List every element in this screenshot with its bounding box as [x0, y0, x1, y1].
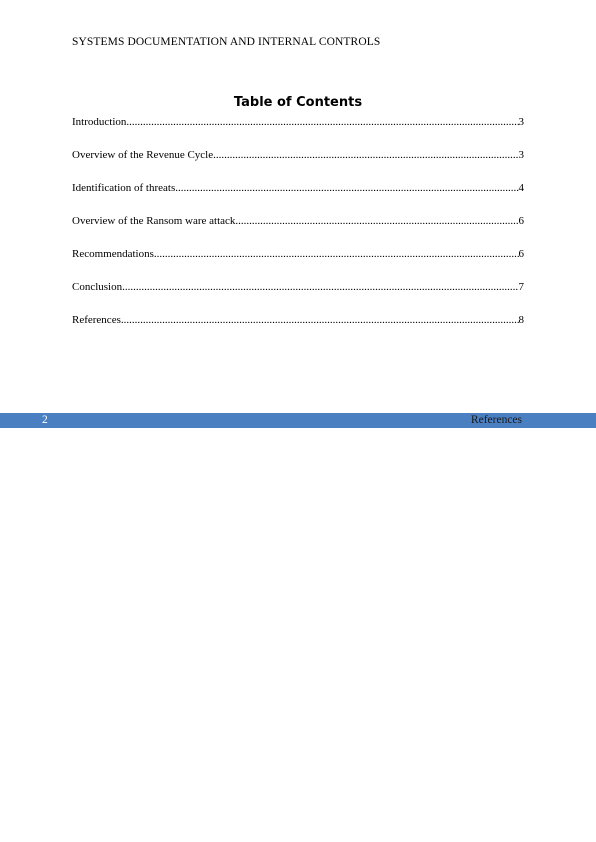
toc-entry-label: References	[72, 314, 121, 326]
toc-entry-label: Overview of the Revenue Cycle	[72, 149, 214, 161]
toc-entry-label: Introduction	[72, 116, 127, 128]
toc-dot-leader	[154, 247, 519, 261]
table-of-contents	[72, 115, 524, 346]
toc-entry-ransomware[interactable]	[72, 214, 524, 247]
footer-bar	[0, 413, 596, 428]
page-number: 2	[42, 414, 48, 426]
toc-entry-page: 4	[518, 182, 524, 194]
toc-entry-label: Conclusion	[72, 281, 123, 293]
toc-dot-leader	[213, 148, 518, 162]
toc-dot-leader	[121, 313, 519, 327]
toc-dot-leader	[126, 115, 518, 129]
footer-section-label: References	[470, 414, 522, 426]
toc-title: Table of Contents	[233, 95, 363, 110]
toc-entry-conclusion[interactable]	[72, 280, 524, 313]
toc-dot-leader	[235, 214, 518, 228]
toc-entry-page: 3	[518, 116, 524, 128]
toc-entry-label: Recommendations	[72, 248, 154, 260]
toc-entry-label: Identification of threats	[72, 182, 176, 194]
toc-entry-threats[interactable]	[72, 181, 524, 214]
toc-entry-page: 6	[518, 248, 524, 260]
running-header: SYSTEMS DOCUMENTATION AND INTERNAL CONTROLS	[72, 36, 381, 48]
toc-entry-page: 8	[518, 314, 524, 326]
toc-entry-revenue-cycle[interactable]	[72, 148, 524, 181]
toc-entry-recommendations[interactable]	[72, 247, 524, 280]
toc-entry-references[interactable]	[72, 313, 524, 346]
toc-dot-leader	[175, 181, 518, 195]
toc-dot-leader	[122, 280, 518, 294]
toc-entry-introduction[interactable]	[72, 115, 524, 148]
toc-entry-page: 7	[518, 281, 524, 293]
toc-entry-page: 6	[518, 215, 524, 227]
toc-entry-page: 3	[518, 149, 524, 161]
toc-entry-label: Overview of the Ransom ware attack	[72, 215, 236, 227]
